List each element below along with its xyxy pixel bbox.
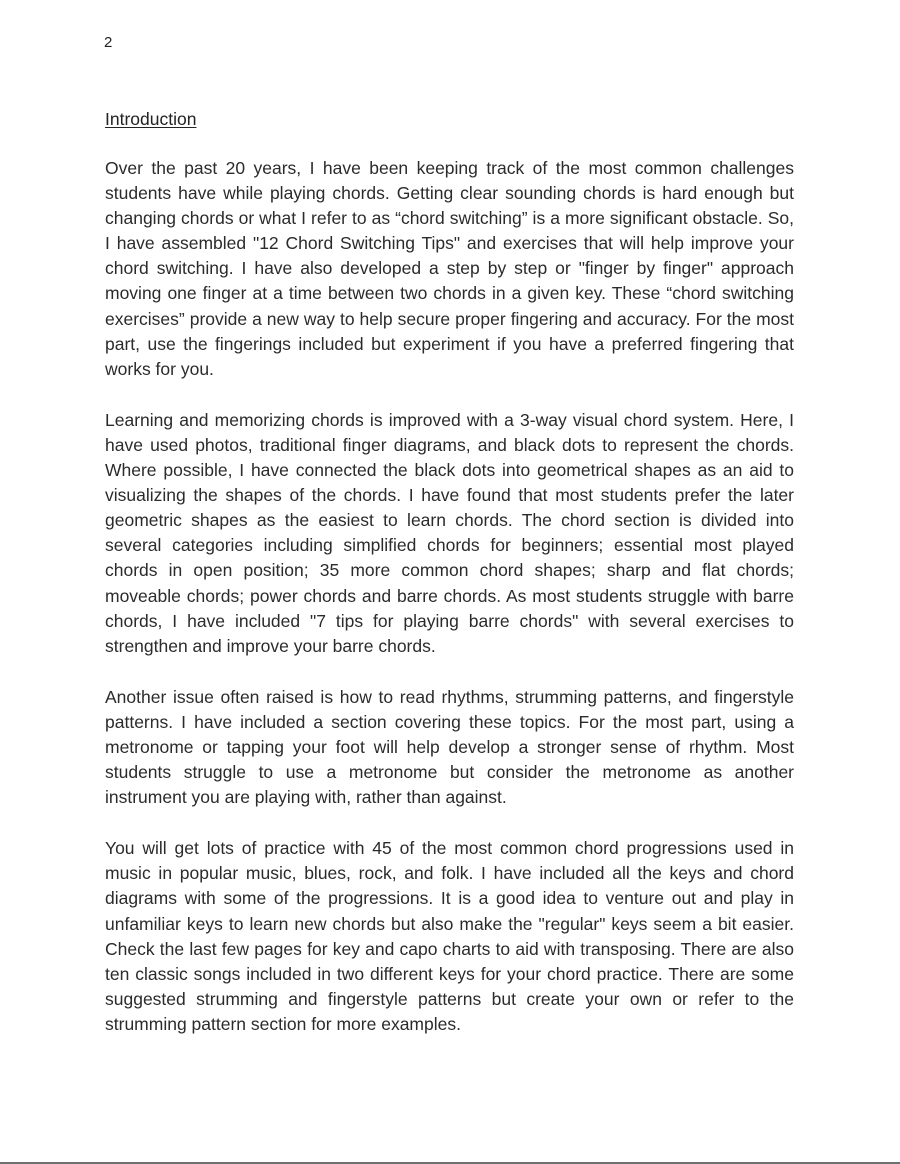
paragraph-rhythm: Another issue often raised is how to read rhythms, strumming patterns, and fingerstyle patterns. I have included a section covering these topics. For the most part, using a metronome or tapping your foot will help develop a stronger sense of rhythm. Most students struggle to use a metronome but consider the metronome as another instrument you are playing with, rather than against.: [105, 686, 794, 808]
paragraph-progressions: You will get lots of practice with 45 of the most common chord progressions used in music in popular music, blues, rock, and folk. I have included all the keys and chord diagrams with some of the progressions. It is a good idea to venture out and play in unfamiliar keys to learn new chords but also make the "regular" keys seem a bit easier. Check the last few pages for key and capo charts to aid with transposing. There are also ten classic songs included in two different keys for your chord practice. There are some suggested strumming and fingerstyle patterns but create your own or refer to the strumming pattern section for more examples.: [105, 838, 794, 1034]
section-heading: Introduction: [105, 109, 197, 129]
paragraph-visual-chord-system: Learning and memorizing chords is improved with a 3-way visual chord system. Here, I have used photos, traditional finger diagrams, and black dots to represent the chords. Where possible, I have connected the black dots into geometrical shapes as an aid to visualizing the shapes of the chords. I have found that most students prefer the later geometric shapes as the easiest to learn chords. The chord section is divided into several categories including simplified chords for beginners; essential most played chords in open position; 35 more common chord shapes; sharp and flat chords; moveable chords; power chords and barre chords. As most students struggle with barre chords, I have included "7 tips for playing barre chords" with several exercises to strengthen and improve your barre chords.: [105, 409, 794, 656]
page-number: 2: [104, 34, 113, 51]
paragraph-chord-switching: Over the past 20 years, I have been keeping track of the most common challenges students have while playing chords. Getting clear sounding chords is hard enough but changing chords or what I refer to as “chord switching” is a more significant obstacle. So, I have assembled "12 Chord Switching Tips" and exercises that will help improve your chord switching. I have also developed a step by step or "finger by finger" approach moving one finger at a time between two chords in a given key. These “chord switching exercises” provide a new way to help secure proper fingering and accuracy. For the most part, use the fingerings included but experiment if you have a preferred fingering that works for you.: [105, 158, 794, 379]
body-text: [105, 156, 794, 1063]
